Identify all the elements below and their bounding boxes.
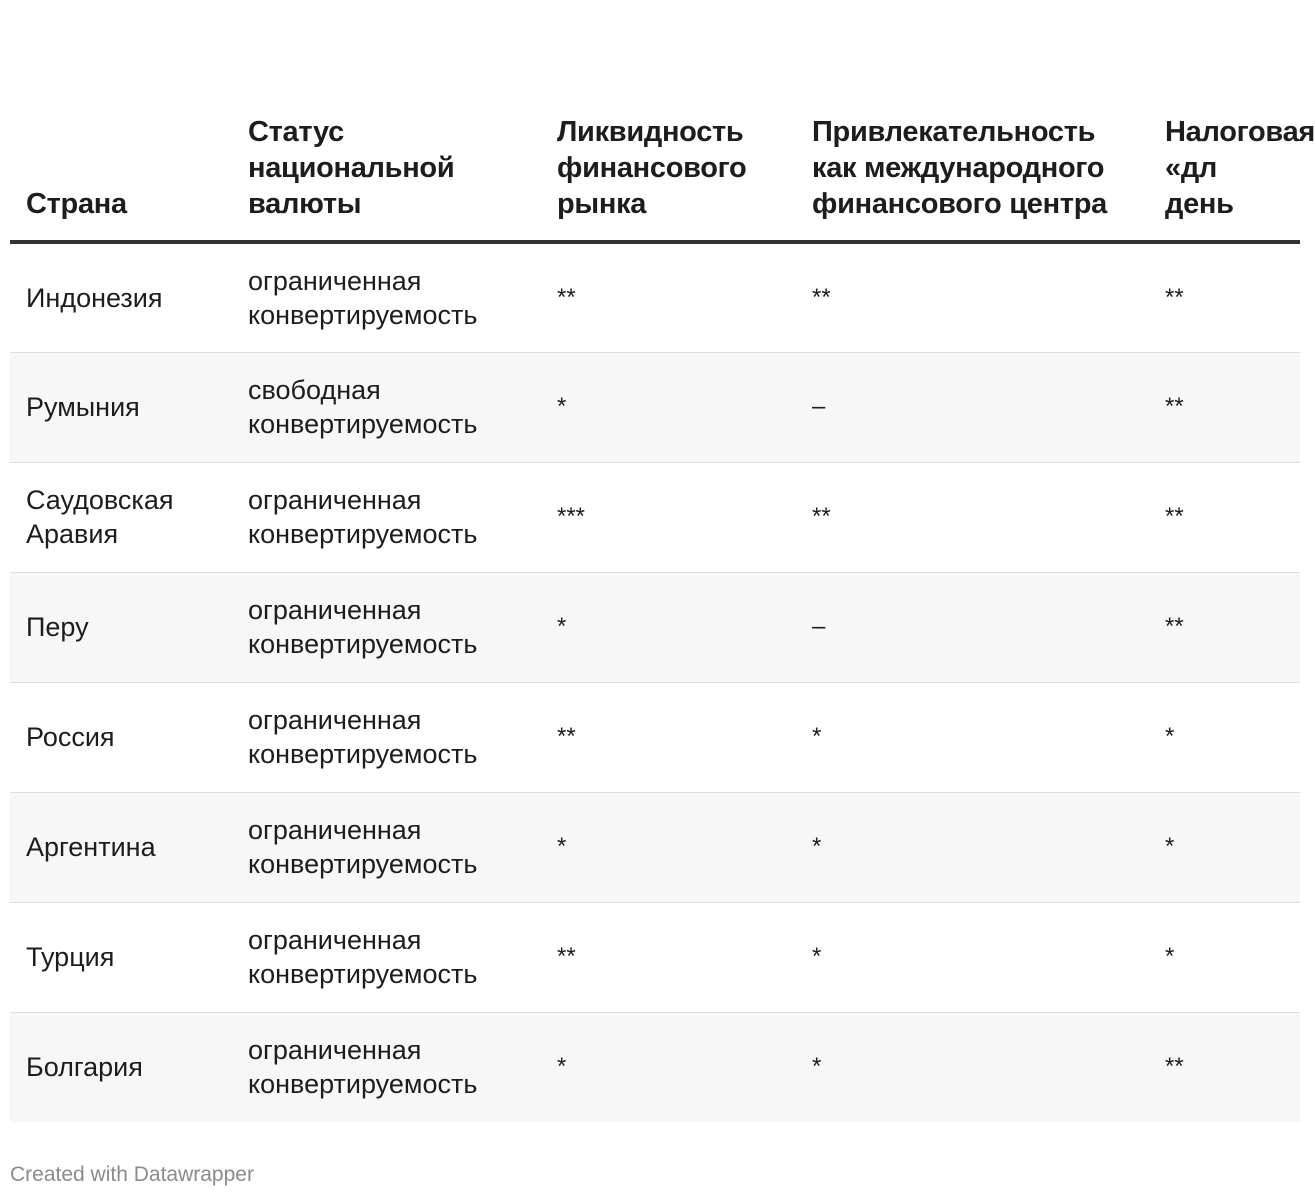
country-cell: Перу [10, 572, 232, 682]
financial-center-rating-cell: * [796, 1012, 1149, 1122]
liquidity-rating-cell: * [541, 1012, 796, 1122]
tax-rating-cell: ** [1149, 242, 1300, 352]
liquidity-rating-cell: *** [541, 462, 796, 572]
country-cell: Аргентина [10, 792, 232, 902]
tax-rating-cell: ** [1149, 1012, 1300, 1122]
table-row [10, 462, 1300, 572]
table-body [10, 242, 1300, 1122]
header-market-liquidity[interactable]: Ликвидность финансового рынка [541, 0, 796, 242]
currency-status-cell: ограниченная конвертируемость [232, 682, 541, 792]
currency-status-cell: ограниченная конвертируемость [232, 242, 541, 352]
header-tax[interactable]: Налоговая «дл день [1149, 0, 1300, 242]
table-row [10, 792, 1300, 902]
country-cell: Болгария [10, 1012, 232, 1122]
financial-center-rating-cell: – [796, 352, 1149, 462]
financial-center-rating-cell: * [796, 902, 1149, 1012]
financial-center-rating-cell: * [796, 792, 1149, 902]
country-cell: Саудовская Аравия [10, 462, 232, 572]
country-cell: Румыния [10, 352, 232, 462]
data-table [10, 0, 1315, 1122]
liquidity-rating-cell: * [541, 352, 796, 462]
datawrapper-credit-link[interactable]: Created with Datawrapper [10, 1163, 254, 1186]
country-cell: Индонезия [10, 242, 232, 352]
table-row [10, 1012, 1300, 1122]
data-table-container [10, 0, 1315, 1130]
financial-center-rating-cell: – [796, 572, 1149, 682]
currency-status-cell: ограниченная конвертируемость [232, 902, 541, 1012]
table-row [10, 682, 1300, 792]
liquidity-rating-cell: ** [541, 682, 796, 792]
header-row [10, 0, 1300, 242]
currency-status-cell: ограниченная конвертируемость [232, 792, 541, 902]
country-cell: Россия [10, 682, 232, 792]
liquidity-rating-cell: * [541, 572, 796, 682]
header-currency-status[interactable]: Статус национальной валюты [232, 0, 541, 242]
tax-rating-cell: ** [1149, 352, 1300, 462]
header-country[interactable]: Страна [10, 0, 232, 242]
liquidity-rating-cell: * [541, 792, 796, 902]
table-row [10, 352, 1300, 462]
financial-center-rating-cell: * [796, 682, 1149, 792]
currency-status-cell: ограниченная конвертируемость [232, 1012, 541, 1122]
header-financial-center-attractiveness[interactable]: Привлекательность как международного финансового центра [796, 0, 1149, 242]
tax-rating-cell: ** [1149, 462, 1300, 572]
tax-rating-cell: * [1149, 682, 1300, 792]
liquidity-rating-cell: ** [541, 902, 796, 1012]
table-row [10, 902, 1300, 1012]
tax-rating-cell: * [1149, 792, 1300, 902]
tax-rating-cell: * [1149, 902, 1300, 1012]
currency-status-cell: свободная конвертируемость [232, 352, 541, 462]
country-cell: Турция [10, 902, 232, 1012]
financial-center-rating-cell: ** [796, 242, 1149, 352]
tax-rating-cell: ** [1149, 572, 1300, 682]
currency-status-cell: ограниченная конвертируемость [232, 572, 541, 682]
table-row [10, 572, 1300, 682]
financial-center-rating-cell: ** [796, 462, 1149, 572]
currency-status-cell: ограниченная конвертируемость [232, 462, 541, 572]
liquidity-rating-cell: ** [541, 242, 796, 352]
table-header [10, 0, 1315, 242]
table-row [10, 242, 1300, 352]
